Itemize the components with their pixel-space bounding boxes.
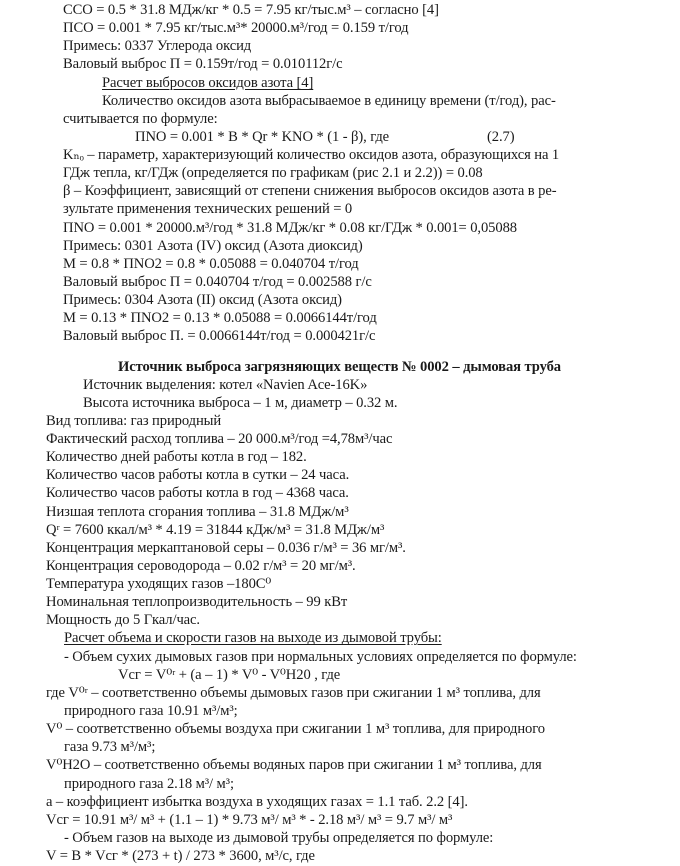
section-heading: Расчет объема и скорости газов на выходе из дымовой трубы:: [64, 630, 442, 647]
section-title: Источник выброса загрязняющих веществ № 0002 – дымовая труба: [118, 358, 561, 375]
section-heading: Расчет выбросов оксидов азота [4]: [102, 74, 314, 91]
text-line: ПNO = 0.001 * 20000.м³/год * 31.8 МДж/кг * 0.08 кг/ГДж * 0.001= 0,05088: [63, 219, 517, 236]
text-line: V⁰H2O – соответственно объемы водяных паров при сжигании 1 м³ топлива, для: [46, 757, 542, 774]
text-line: Количество дней работы котла в год – 182.: [46, 449, 307, 466]
text-line: зультате применения технических решений = 0: [63, 201, 353, 218]
text-line: Номинальная теплопроизводительность – 99 кВт: [46, 594, 348, 611]
text-line: природного газа 10.91 м³/м³;: [64, 703, 238, 719]
text-line: Фактический расход топлива – 20 000.м³/год =4,78м³/час: [46, 431, 393, 447]
text-line: ГДж тепла, кг/ГДж (определяется по графикам (рис 2.1 и 2.2)) = 0.08: [63, 165, 483, 182]
text-line: Количество оксидов азота выбрасываемое в единицу времени (т/год), рас-: [102, 92, 556, 109]
text-line: β – Коэффициент, зависящий от степени снижения выбросов оксидов азота в ре-: [63, 183, 557, 200]
text-line: Количество часов работы котла в год – 4368 часа.: [46, 485, 349, 502]
text-line: M = 0.8 * ПNO2 = 0.8 * 0.05088 = 0.040704 т/год: [63, 255, 359, 272]
text-line: Вид топлива: газ природный: [46, 412, 222, 429]
text-line: V = B * Vсг * (273 + t) / 273 * 3600, м³/с, где: [46, 848, 315, 864]
text-line: Примесь: 0337 Углерода оксид: [63, 38, 252, 55]
text-line: Источник выделения: котел «Navien Ace-16K»: [83, 376, 368, 393]
text-line: Валовый выброс П = 0.159т/год = 0.010112г/с: [63, 56, 343, 73]
text-line: Концентрация меркаптановой серы – 0.036 г/м³ = 36 мг/м³.: [46, 539, 406, 556]
text-line: Температура уходящих газов –180С⁰: [46, 576, 272, 592]
text-line: Валовый выброс П = 0.040704 т/год = 0.002588 г/с: [63, 274, 372, 290]
text-line: природного газа 2.18 м³/ м³;: [64, 775, 234, 792]
text-line: ПСО = 0.001 * 7.95 кг/тыс.м³* 20000.м³/год = 0.159 т/год: [63, 20, 409, 37]
text-line: Kₙₒ – параметр, характеризующий количество оксидов азота, образующихся на 1: [63, 147, 560, 163]
text-line: - Объем сухих дымовых газов при нормальных условиях определяется по формуле:: [64, 648, 577, 665]
text-line: Мощность до 5 Гкал/час.: [46, 612, 200, 629]
equation-number: (2.7): [487, 128, 515, 145]
text-line: Валовый выброс П. = 0.0066144т/год = 0.000421г/с: [63, 328, 376, 345]
text-line: CСО = 0.5 * 31.8 МДж/кг * 0.5 = 7.95 кг/тыс.м³ – согласно [4]: [63, 2, 439, 18]
formula: ПNO = 0.001 * B * Qr * KNO * (1 - β), где: [135, 128, 390, 145]
text-line: Примесь: 0301 Азота (IV) оксид (Азота диоксид): [63, 237, 363, 254]
text-line: Высота источника выброса – 1 м, диаметр – 0.32 м.: [83, 394, 398, 411]
text-line: a – коэффициент избытка воздуха в уходящих газах = 1.1 таб. 2.2 [4].: [46, 793, 468, 810]
text-line: V⁰ – соответственно объемы воздуха при сжигании 1 м³ топлива, для природного: [46, 721, 545, 738]
text-line: M = 0.13 * ПNO2 = 0.13 * 0.05088 = 0.0066144т/год: [63, 310, 377, 327]
text-line: Количество часов работы котла в сутки – 24 часа.: [46, 467, 350, 484]
text-line: Примесь: 0304 Азота (II) оксид (Азота оксид): [63, 292, 342, 309]
text-line: где V⁰ʳ – соответственно объемы дымовых газов при сжигании 1 м³ топлива, для: [46, 684, 541, 701]
text-line: Vсг = 10.91 м³/ м³ + (1.1 – 1) * 9.73 м³/ м³ * - 2.18 м³/ м³ = 9.7 м³/ м³: [46, 811, 453, 828]
formula: Vсг = V⁰ʳ + (a – 1) * V⁰ - V⁰H20 , где: [118, 666, 341, 683]
text-line: Концентрация сероводорода – 0.02 г/м³ = 20 мг/м³.: [46, 557, 356, 574]
text-line: - Объем газов на выходе из дымовой трубы определяется по формуле:: [64, 829, 494, 846]
text-line: считывается по формуле:: [63, 110, 218, 127]
text-line: газа 9.73 м³/м³;: [64, 739, 156, 756]
text-line: Низшая теплота сгорания топлива – 31.8 МДж/м³: [46, 503, 349, 520]
text-line: Qʳ = 7600 ккал/м³ * 4.19 = 31844 кДж/м³ = 31.8 МДж/м³: [46, 521, 385, 538]
